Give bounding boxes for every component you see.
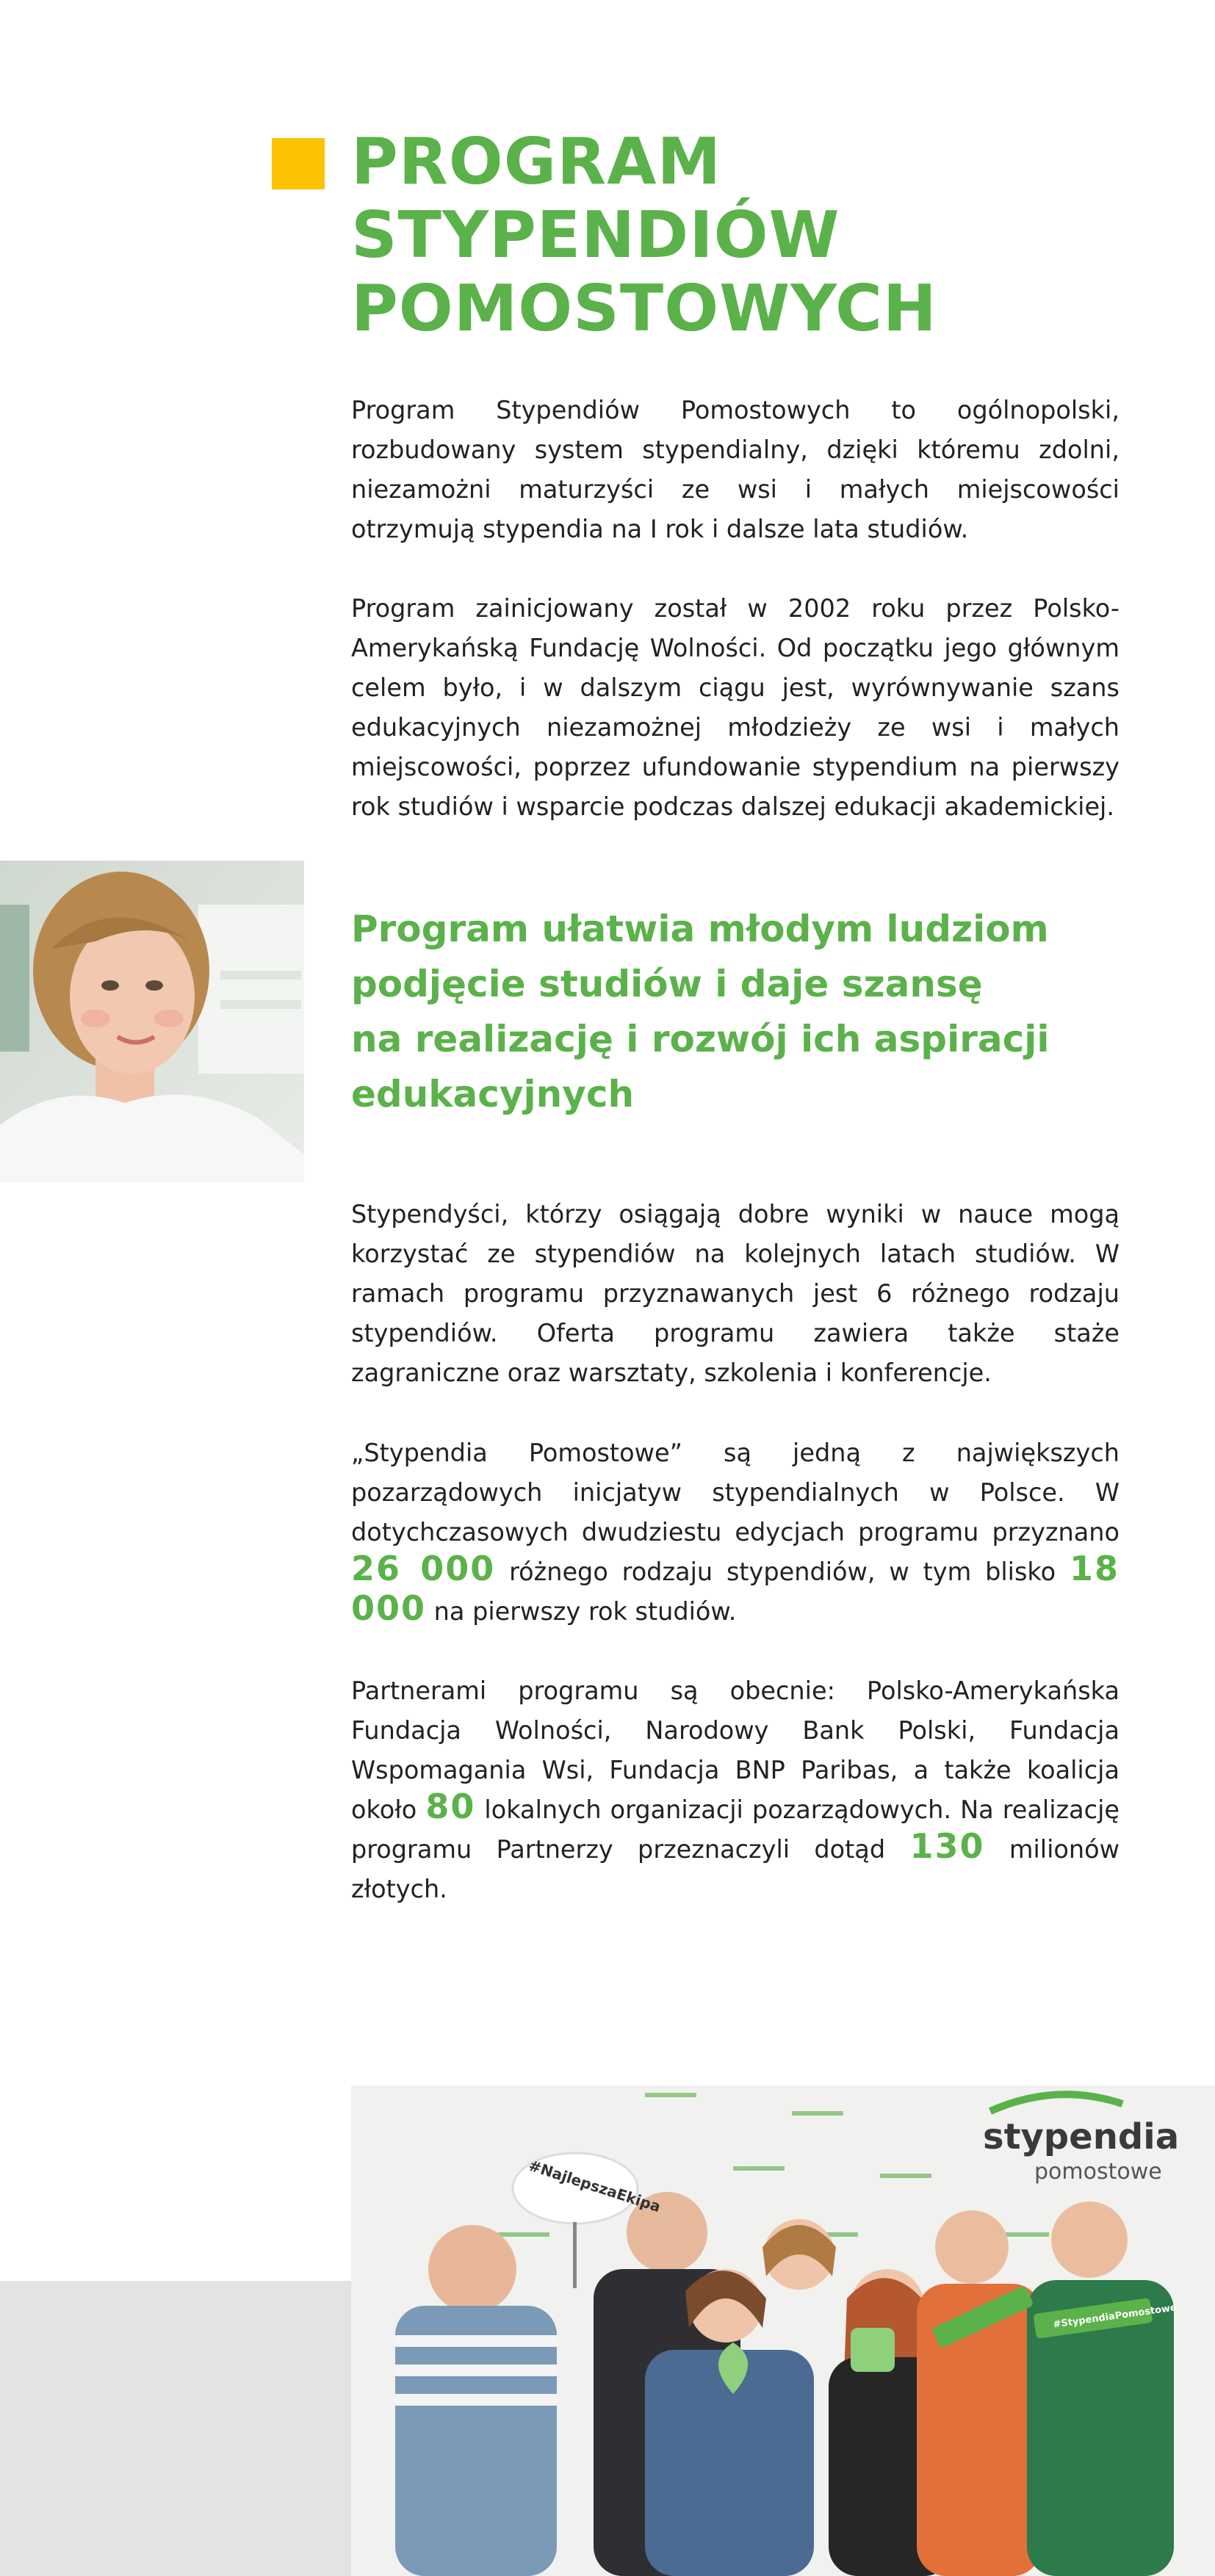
sign-text: #NajlepszaEkipa [526, 2156, 663, 2216]
title-line: PROGRAM [351, 124, 722, 199]
text-run: różnego rodzaju stypendiów, w tym blisko [495, 1557, 1070, 1586]
subheading-line: podjęcie studiów i daje szansę [351, 963, 983, 1005]
subheading-line: edukacyjnych [351, 1073, 635, 1115]
highlight-number-organizations: 80 [425, 1787, 476, 1826]
body-paragraph-3: Stypendyści, którzy osiągają dobre wyniki w nauce mogą korzystać ze stypendiów na kolejnych latach studiów. W ramach programu przyznawanych jest 6 różnego rodzaju stypendiów. Oferta programu zawiera także staże zagraniczne oraz warsztaty, szkolenia i konferencje. [351, 1200, 1120, 1387]
body-paragraph-4 [351, 1433, 1120, 1632]
logo-main-text: stypendia [983, 2116, 1180, 2157]
highlight-number-millions: 130 [909, 1826, 985, 1866]
intro-paragraph-1: Program Stypendiów Pomostowych to ogólnopolski, rozbudowany system stypendialny, dzięki któremu zdolni, niezamożni maturzyści ze wsi i małych miejscowości otrzymują stypendia na I rok i dalsze lata studiów. [351, 396, 1120, 543]
text-run: na pierwszy rok studiów. [426, 1597, 737, 1626]
body-paragraph-5 [351, 1671, 1120, 1909]
student-portrait-photo [0, 861, 304, 1182]
subheading-line: Program ułatwia młodym ludziom [351, 908, 1049, 950]
text-run: milionów złotych. [351, 1835, 1120, 1903]
intro-paragraph-2: Program zainicjowany został w 2002 roku przez Polsko-Amerykańską Fundację Wolności. Od początku jego głównym celem było, i w dalszym ciągu jest, wyrównywanie szans edukacyjnych niezamożnej młodzieży ze wsi i małych miejscowości, poprzez ufundowanie stypendium na pierwszy rok studiów i wsparcie podczas dalszej edukacji akademickiej. [351, 594, 1120, 821]
text-run: „Stypendia Pomostowe” są jedną z największych pozarządowych inicjatyw stypendialnych w Polsce. W dotychczasowych dwudziestu edycjach programu przyznano [351, 1439, 1120, 1546]
title-line: POMOSTOWYCH [351, 271, 937, 346]
text-run: lokalnych organizacji pozarządowych. Na realizację programu Partnerzy przeznaczyli dotąd [351, 1795, 1120, 1864]
group-photo [351, 2085, 1215, 2576]
accent-square [272, 138, 325, 189]
gray-band [0, 2281, 353, 2576]
banner-text: #StypendiaPomostowe [1052, 2302, 1178, 2331]
subheading-line: na realizację i rozwój ich aspiracji [351, 1018, 1050, 1060]
page-title [351, 125, 1159, 345]
highlight-number-scholarships: 26 000 [351, 1549, 496, 1588]
highlight-number-first-year: 18 000 [351, 1549, 1120, 1628]
section-subheading [351, 902, 1130, 1122]
logo-sub-text: pomostowe [1034, 2159, 1162, 2185]
title-line: STYPENDIÓW [351, 198, 840, 272]
text-run: Partnerami programu są obecnie: Polsko-Amerykańska Fundacja Wolności, Narodowy Bank Polski, Fundacja Wspomagania Wsi, Fundacja BNP Paribas, a także koalicja około [351, 1676, 1120, 1824]
